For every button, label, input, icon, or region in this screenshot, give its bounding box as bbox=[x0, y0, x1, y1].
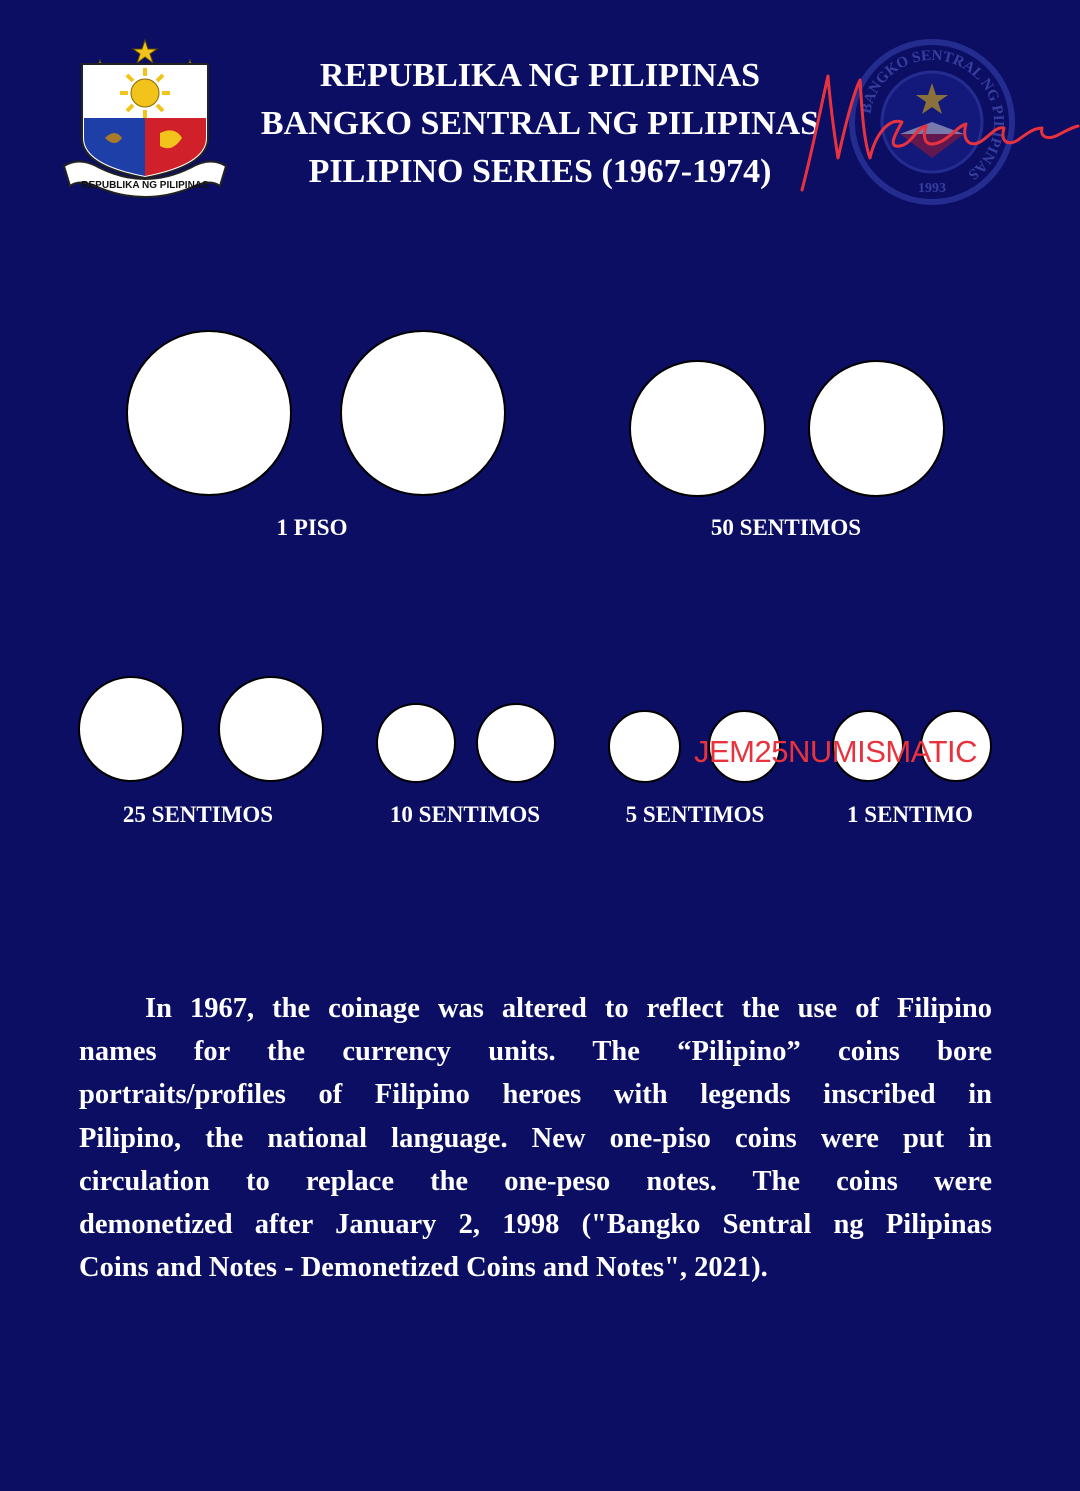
coin-25-sentimos-reverse bbox=[218, 676, 324, 782]
handwritten-signature bbox=[790, 62, 1080, 202]
coin-50-sentimos-obverse bbox=[629, 360, 766, 497]
coin-1-piso-obverse bbox=[126, 330, 292, 496]
coin-label-50-sentimos: 50 SENTIMOS bbox=[710, 515, 862, 540]
paragraph-line: Pilipino, the national language. New one-piso coins were put in bbox=[79, 1122, 992, 1154]
seal-year: 1993 bbox=[918, 181, 946, 196]
paragraph-line: portraits/profiles of Filipino heroes with legends inscribed in bbox=[79, 1079, 992, 1111]
paragraph-line: circulation to replace the one-peso notes. The coins were bbox=[79, 1165, 992, 1197]
coin-label-25-sentimos: 25 SENTIMOS bbox=[122, 802, 274, 827]
emblem-ribbon-text: REPUBLIKA NG PILIPINAS bbox=[81, 180, 209, 191]
coin-5-sentimos-obverse bbox=[608, 710, 681, 783]
watermark-text: JEM25NUMISMATIC bbox=[694, 734, 978, 769]
paragraph-line: names for the currency units. The “Pilipino” coins bore bbox=[79, 1036, 992, 1068]
coin-50-sentimos-reverse bbox=[808, 360, 945, 497]
coin-label-1-sentimo: 1 SENTIMO bbox=[847, 802, 973, 827]
description-paragraph bbox=[79, 987, 992, 1289]
coin-1-piso-reverse bbox=[340, 330, 506, 496]
coin-label-5-sentimos: 5 SENTIMOS bbox=[625, 802, 765, 827]
paragraph-line: In 1967, the coinage was altered to reflect the use of Filipino bbox=[145, 993, 992, 1024]
header-line-1: REPUBLIKA NG PILIPINAS bbox=[319, 57, 761, 94]
coin-label-10-sentimos: 10 SENTIMOS bbox=[389, 802, 541, 827]
header-line-3: PILIPINO SERIES (1967-1974) bbox=[308, 153, 772, 190]
paragraph-line: Coins and Notes - Demonetized Coins and Notes", 2021). bbox=[79, 1252, 768, 1284]
paragraph-line: demonetized after January 2, 1998 ("Bangko Sentral ng Pilipinas bbox=[79, 1209, 992, 1241]
header-line-2: BANGKO SENTRAL NG PILIPINAS bbox=[260, 105, 820, 142]
coin-10-sentimos-obverse bbox=[376, 703, 456, 783]
coin-label-1-piso: 1 PISO bbox=[276, 515, 348, 540]
seal-ring-text: BANGKO SENTRAL NG PILIPINAS bbox=[858, 47, 1007, 183]
coin-25-sentimos-obverse bbox=[78, 676, 184, 782]
coin-10-sentimos-reverse bbox=[476, 703, 556, 783]
